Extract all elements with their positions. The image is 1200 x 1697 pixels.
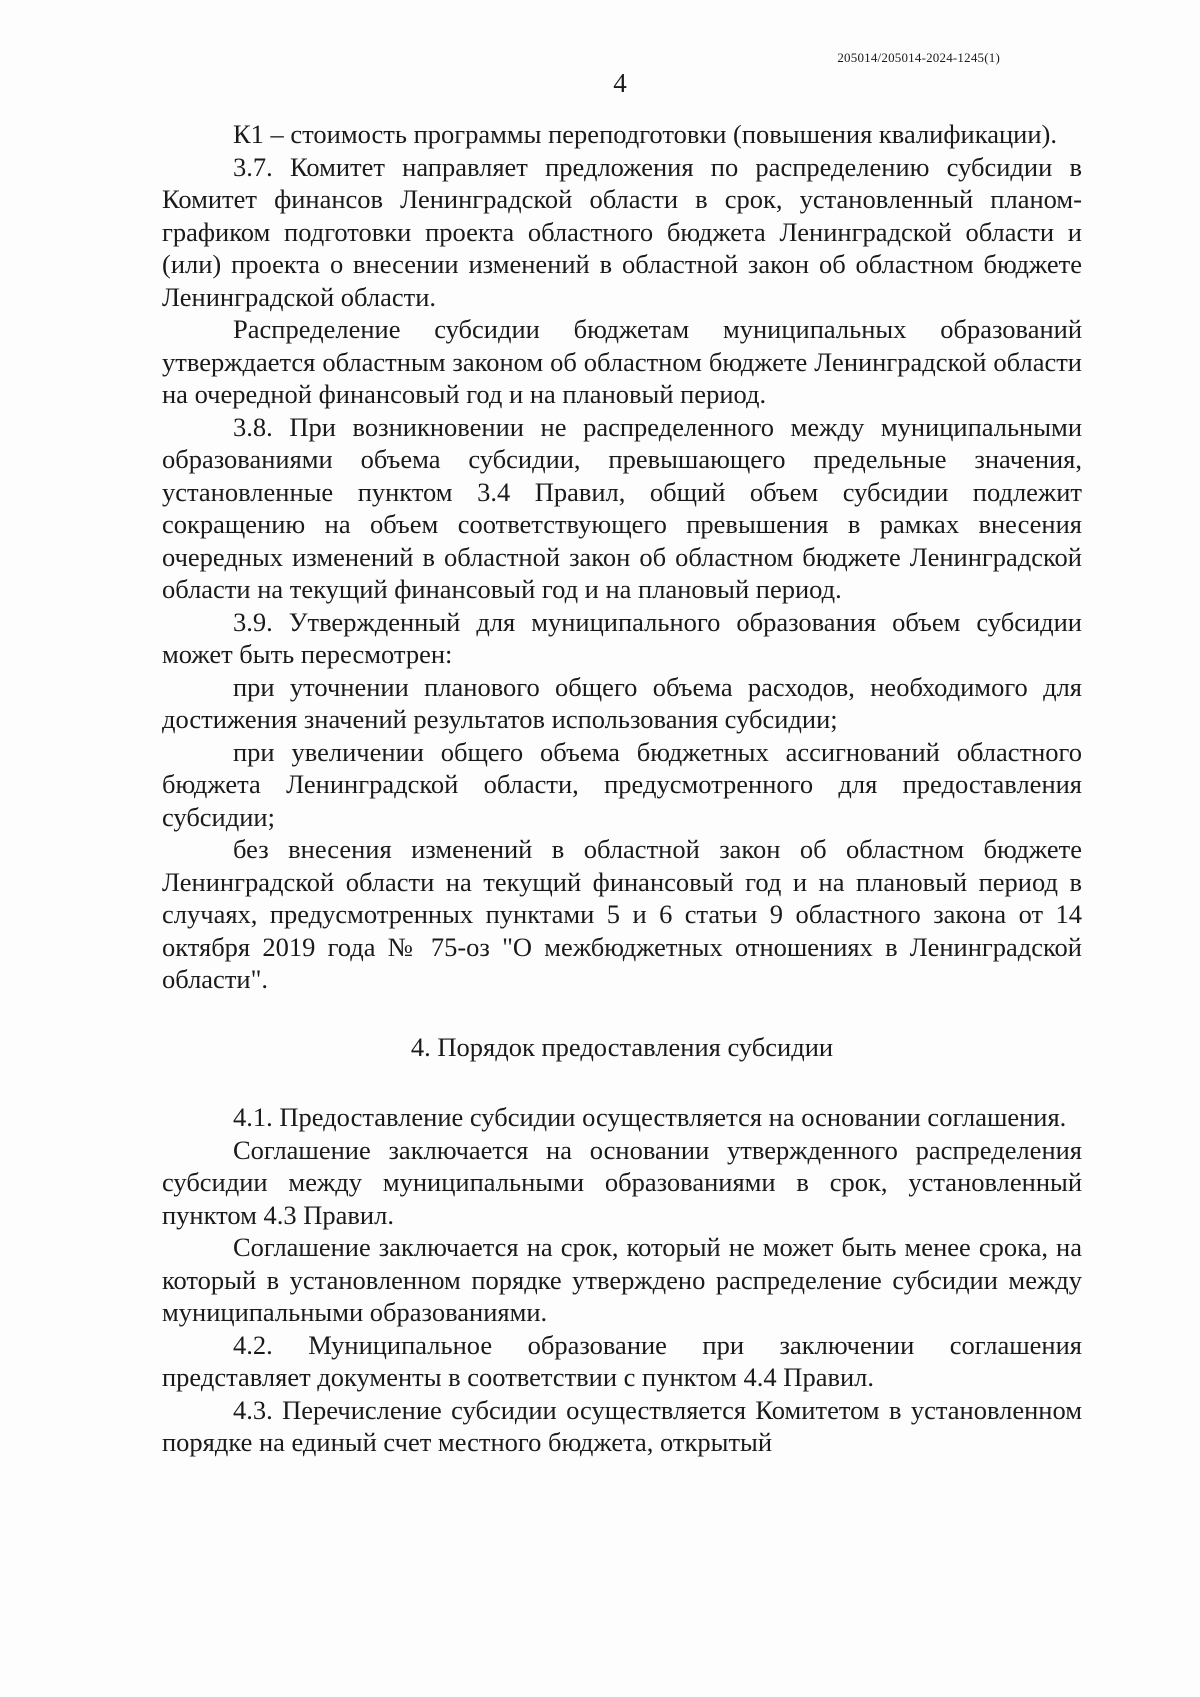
paragraph: Соглашение заключается на основании утвержденного распределения субсидии между муниципальными образованиями в срок, установленный пунктом 4.3 Правил. — [162, 1134, 1082, 1230]
page-number: 4 — [613, 68, 627, 98]
paragraph: при увеличении общего объема бюджетных ассигнований областного бюджета Ленинградской области, предусмотренного для предоставления субсидии; — [162, 736, 1082, 832]
paragraph: 4.1. Предоставление субсидии осуществляется на основании соглашения. — [233, 1102, 1067, 1132]
paragraph: 3.7. Комитет направляет предложения по распределению субсидии в Комитет финансов Ленинградской области в срок, установленный планом-графиком подготовки проекта областного бюджета Ленинградской области и (или) проекта о внесении изменений в областной закон об областном бюджете Ленинградской области. — [162, 151, 1082, 312]
paragraph: 4.2. Муниципальное образование при заключении соглашения представляет документы в соответствии с пунктом 4.4 Правил. — [162, 1329, 1082, 1392]
paragraph: 3.9. Утвержденный для муниципального образования объем субсидии может быть пересмотрен: — [162, 606, 1082, 669]
paragraph: Распределение субсидии бюджетам муниципальных образований утверждается областным законом об областном бюджете Ленинградской области на очередной финансовый год и на плановый период. — [162, 314, 1082, 409]
document-body — [162, 118, 1082, 1459]
document-id: 205014/205014-2024-1245(1) — [837, 50, 1000, 65]
paragraph: Соглашение заключается на срок, который не может быть менее срока, на который в установленном порядке утверждено распределение субсидии между муниципальными образованиями. — [162, 1232, 1082, 1327]
paragraph: при уточнении планового общего объема расходов, необходимого для достижения значений результатов использования субсидии; — [162, 671, 1082, 734]
section-heading: 4. Порядок предоставления субсидии — [410, 1031, 834, 1062]
paragraph: 4.3. Перечисление субсидии осуществляется Комитетом в установленном порядке на единый счет местного бюджета, открытый — [162, 1394, 1082, 1457]
paragraph: 3.8. При возникновении не распределенного между муниципальными образованиями объема субсидии, превышающего предельные значения, установленные пунктом 3.4 Правил, общий объем субсидии подлежит сокращению на объем соответствующего превышения в рамках внесения очередных изменений в областной закон об областном бюджете Ленинградской области на текущий финансовый год и на плановый период. — [162, 411, 1082, 604]
paragraph: без внесения изменений в областной закон об областном бюджете Ленинградской области на текущий финансовый год и на плановый период в случаях, предусмотренных пунктами 5 и 6 статьи 9 областного закона от 14 октября 2019 года № 75-оз "О межбюджетных отношениях в Ленинградской области". — [162, 834, 1082, 994]
paragraph: К1 – стоимость программы переподготовки (повышения квалификации). — [233, 119, 1057, 149]
